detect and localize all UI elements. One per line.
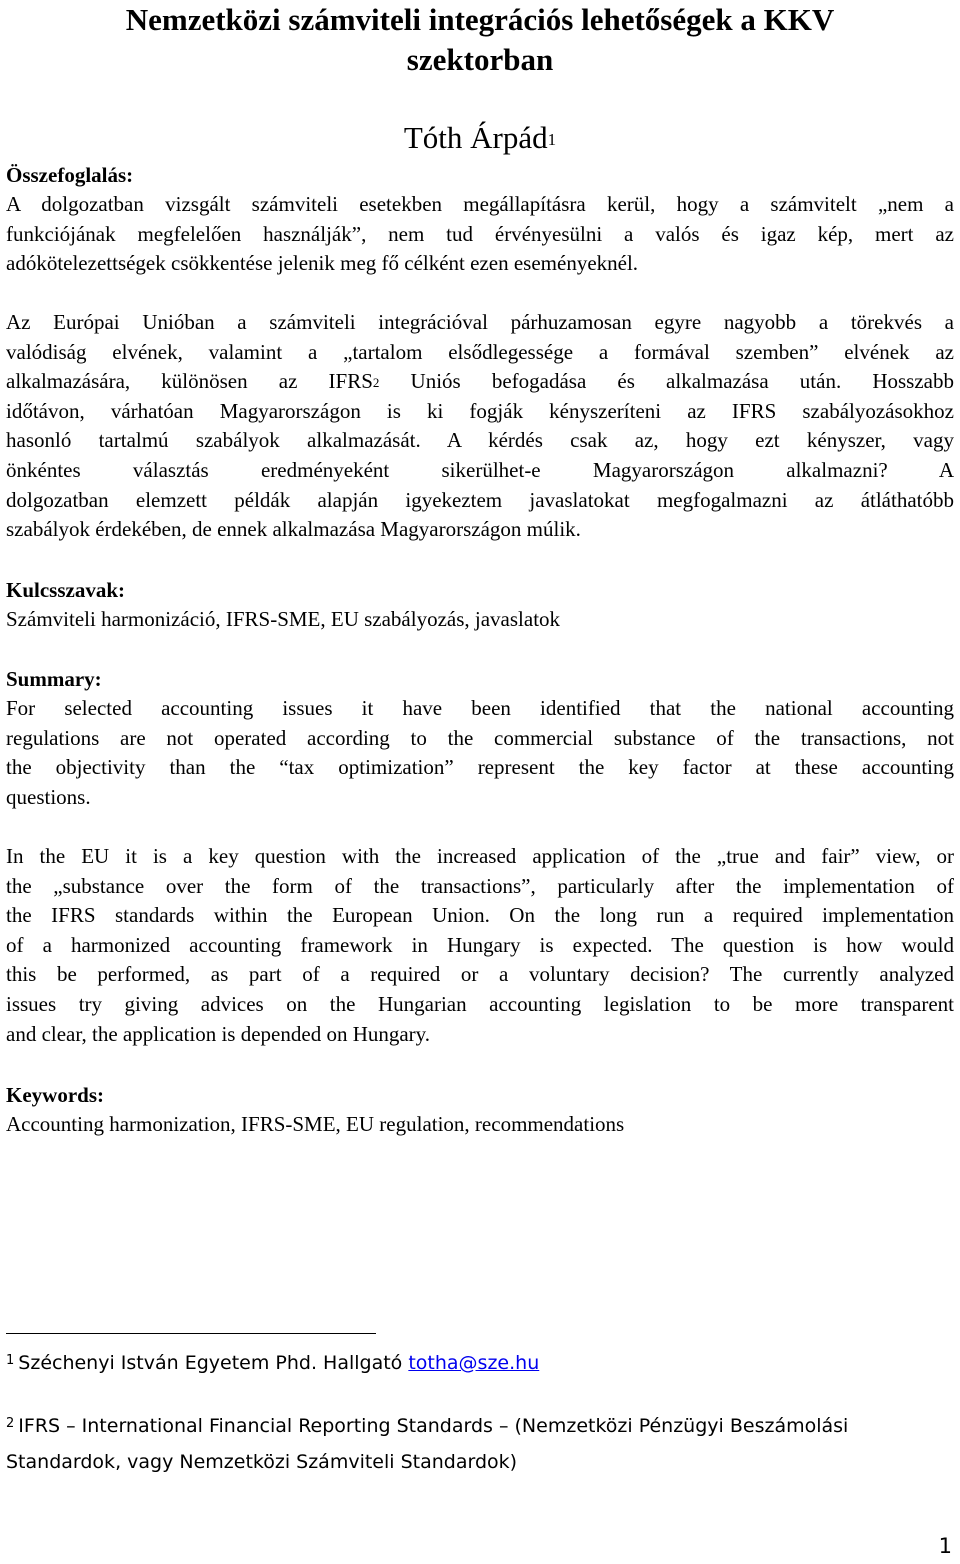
text-line: Accounting harmonization, IFRS-SME, EU regulation, recommendations (6, 1112, 625, 1136)
text-line: dolgozatban elemzett példák alapján igyekeztem javaslatokat megfogalmazni az átláthatóbb (6, 487, 954, 512)
text-line: For selected accounting issues it have been identified that the national accounting (6, 696, 954, 720)
footnote-1-text: Széchenyi István Egyetem Phd. Hallgató (18, 1352, 409, 1374)
text-line: valódiság elvének, valamint a „tartalom elsődlegessége a formával szemben” elvének az (6, 339, 954, 364)
kulcsszavak-text (6, 605, 954, 635)
footnote-mark-2[interactable]: 2 (372, 375, 380, 391)
text-line: the IFRS standards within the European Union. On the long run a required implementation (6, 903, 954, 928)
page-number: 1 (938, 1534, 952, 1558)
title-line-1: Nemzetközi számviteli integrációs lehetőségek a KKV (125, 2, 835, 37)
text-line: funkciójának megfelelően használják”, nem tud érvényesülni a valós és igaz kép, mert az (6, 221, 954, 246)
text-line: the „substance over the form of the transactions”, particularly after the implementation of (6, 873, 954, 898)
osszefoglalas-paragraph-2 (6, 308, 954, 545)
footnote-line: Standardok, vagy Nemzetközi Számviteli Standardok) (6, 1451, 518, 1473)
text-line: szabályok érdekében, de ennek alkalmazása Magyarországon múlik. (6, 517, 581, 542)
paper-title (0, 0, 960, 80)
summary-paragraph-1 (6, 694, 954, 812)
keywords-heading: Keywords: (6, 1083, 104, 1107)
text-line: Az Európai Unióban a számviteli integrációval párhuzamosan egyre nagyobb a törekvés a (6, 310, 954, 334)
summary-heading: Summary: (6, 667, 102, 691)
text-line: önkéntes választás eredményeként sikerülhet-e Magyarországon alkalmazni? A (6, 457, 954, 482)
text-line: Számviteli harmonizáció, IFRS-SME, EU szabályozás, javaslatok (6, 607, 561, 631)
title-line-2: szektorban (406, 42, 554, 77)
text-segment: Uniós befogadása és alkalmazása után. Hosszabb (379, 369, 954, 394)
footnote-line (6, 1345, 954, 1381)
author-footnote-mark[interactable]: 1 (547, 130, 557, 149)
text-line: and clear, the application is depended on Hungary. (6, 1021, 431, 1046)
osszefoglalas-paragraph-1 (6, 190, 954, 279)
author-email-link[interactable]: totha@sze.hu (408, 1352, 540, 1374)
text-line: időtávon, várhatóan Magyarországon is ki fogják kényszeríteni az IFRS szabályozásokhoz (6, 398, 954, 423)
footnote-2-text: IFRS – International Financial Reporting Standards – (Nemzetközi Pénzügyi Beszámolási (18, 1415, 849, 1437)
text-line: A dolgozatban vizsgált számviteli esetekben megállapításra kerül, hogy a számvitelt „nem a (6, 192, 954, 216)
osszefoglalas-heading: Összefoglalás: (6, 163, 134, 187)
text-line: hasonló tartalmú szabályok alkalmazását. A kérdés csak az, hogy ezt kényszer, vagy (6, 428, 954, 453)
text-segment: alkalmazására, különösen az IFRS (6, 369, 373, 394)
footnote-1 (6, 1345, 954, 1381)
text-line: of a harmonized accounting framework in Hungary is expected. The question is how would (6, 932, 954, 957)
summary-paragraph-2 (6, 842, 954, 1049)
text-line: adókötelezettségek csökkentése jelenik meg fő célként ezen eseményeknél. (6, 251, 639, 276)
text-line: questions. (6, 784, 91, 809)
kulcsszavak-heading: Kulcsszavak: (6, 578, 126, 602)
author-name: Tóth Árpád (403, 120, 548, 155)
text-line: the objectivity than the “tax optimization” represent the key factor at these accounting (6, 755, 954, 780)
text-line: this be performed, as part of a required or a voluntary decision? The currently analyzed (6, 962, 954, 987)
text-line: issues try giving advices on the Hungarian accounting legislation to be more transparent (6, 991, 954, 1016)
footnote-line (6, 1408, 954, 1444)
text-line-with-footnote (6, 367, 954, 397)
text-line: regulations are not operated according to the commercial substance of the transactions, not (6, 725, 954, 750)
text-line: In the EU it is a key question with the increased application of the „true and fair” view, or (6, 844, 954, 868)
footnote-2-mark: 2 (6, 1416, 15, 1431)
footnote-separator (6, 1333, 376, 1334)
keywords-text (6, 1110, 954, 1140)
footnote-2 (6, 1408, 954, 1480)
author (0, 118, 960, 158)
footnote-1-mark: 1 (6, 1353, 15, 1368)
